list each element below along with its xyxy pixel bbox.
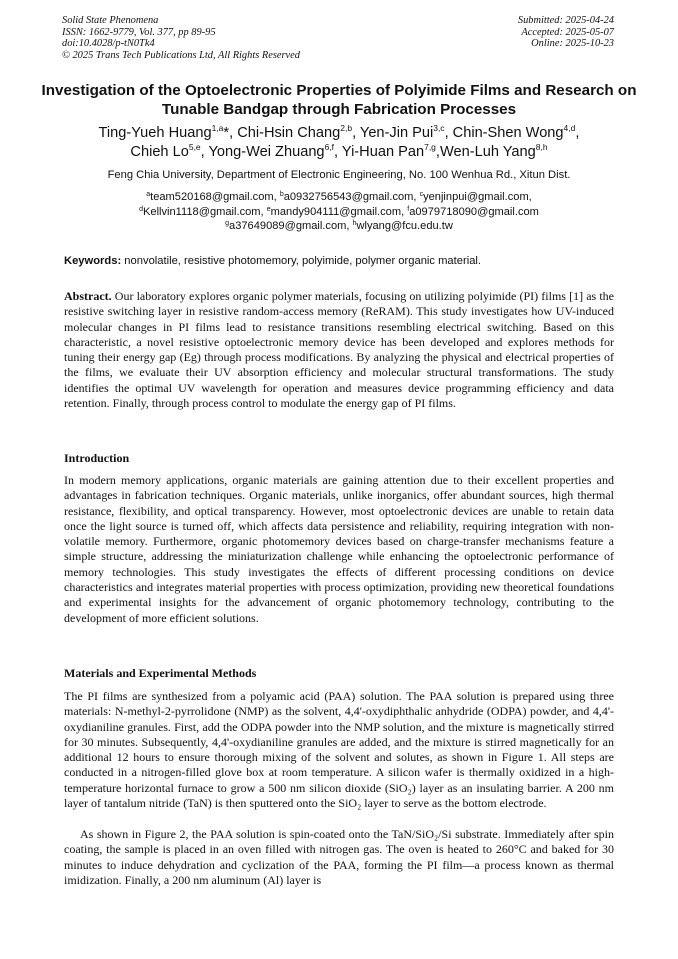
- materials-paragraph-2: As shown in Figure 2, the PAA solution is spin-coated onto the TaN/SiO₂/Si substrate. Immediately after spin coating, the sample is placed in an oven filled with nitrogen gas. The oven is heated to 260°C and baked for 30 minutes to induce dehydration and cyclization of the PAA, forming the PI film—a process known as thermal imidization. Finally, a 200 nm aluminum (Al) layer is: [64, 827, 614, 887]
- introduction-heading: Introduction: [64, 451, 130, 465]
- author: Chi-Hsin Chang$^{2,b}$,: [237, 123, 360, 141]
- email: $^h$wlyang@fcu.edu.tw: [352, 220, 453, 232]
- author: Ting-Yueh Huang$^{1,a}$*,: [98, 123, 238, 141]
- copyright: © 2025 Trans Tech Publications Ltd, All Rights Reserved: [62, 49, 300, 61]
- email: $^a$team520168@gmail.com,: [146, 191, 280, 203]
- issn: ISSN: 1662-9779, Vol. 377, pp 89-95: [62, 26, 216, 38]
- online-date: Online: 2025-10-23: [531, 38, 614, 50]
- author: Wen-Luh Yang$^{8,h}$: [439, 142, 548, 160]
- materials-heading: Materials and Experimental Methods: [64, 666, 257, 680]
- keywords-label: Keywords:: [64, 255, 122, 267]
- keywords-text: nonvolatile, resistive photomemory, polyimide, polymer organic material.: [121, 255, 482, 267]
- journal-info: [62, 15, 300, 61]
- email-list: [30, 190, 648, 234]
- introduction-text: In modern memory applications, organic materials are gaining attention due to their excellent properties and advantages in fabrication techniques. Organic materials, unlike inorganics, offer abundant sources, high thermal resistance, flexibility, and optical transparency. However, most optoelectronic devices are unable to retain data once the light source is turned off, which affects data persistence and reliability, requiring integration with non-volatile memory. Furthermore, organic photomemory devices based on charge-transfer mechanisms feature a simple structure, addressing the miniaturization challenge while enhancing the optoelectronic performance of memory technologies. This study investigates the effects of different processing conditions on device characteristics and integrates material properties with process optimization, providing new theoretical foundations and experimental insights for the advancement of organic photomemory technology, contributing to the development of more efficient solutions.: [64, 473, 614, 625]
- keywords: [64, 254, 614, 268]
- abstract-label: Abstract.: [64, 289, 112, 303]
- accepted-date: Accepted: 2025-05-07: [521, 26, 614, 38]
- abstract: [64, 289, 614, 411]
- email: $^d$Kellvin1118@gmail.com,: [139, 205, 267, 218]
- materials-paragraph-1: The PI films are synthesized from a polyamic acid (PAA) solution. The PAA solution is prepared using three materials: N-methyl-2-pyrrolidone (NMP) as the solvent, 4,4'-oxydiphthalic anhydride (ODPA) powder, and 4,4'-oxydianiline granules. First, add the ODPA powder into the NMP solution, and the mixture is magnetically stirred for 30 minutes. Subsequently, 4,4'-oxydianiline granules are added, and the mixture is stirred magnetically for an additional 12 hours to ensure thorough mixing of the solvent and solutes, as shown in Figure 1. All steps are conducted in a nitrogen-filled glove box at room temperature. A silicon wafer is thermally oxidized in a high-temperature horizontal furnace to grow a 500 nm silicon dioxide (SiO₂) layer as an insulating barrier. A 200 nm layer of tantalum nitride (TaN) is then sputtered onto the SiO₂ layer to serve as the bottom electrode.: [64, 689, 614, 811]
- submitted-date: Submitted: 2025-04-24: [517, 15, 614, 26]
- email: $^g$a37649089@gmail.com,: [225, 220, 353, 232]
- author-list: [30, 124, 648, 162]
- journal-name: Solid State Phenomena: [62, 15, 159, 26]
- email: $^b$a0932756543@gmail.com,: [279, 191, 420, 203]
- email: $^e$mandy904111@gmail.com,: [266, 205, 408, 218]
- publication-dates: [518, 15, 614, 50]
- doi: doi:10.4028/p-tN0Tk4: [62, 38, 155, 50]
- email: $^f$a0979718090@gmail.com: [407, 205, 539, 218]
- author: Yong-Wei Zhuang$^{6,f}$,: [208, 142, 342, 160]
- author: Yen-Jin Pui$^{3,c}$,: [359, 123, 453, 141]
- author: Chieh Lo$^{5,e}$,: [130, 142, 209, 160]
- paper-title: Investigation of the Optoelectronic Properties of Polyimide Films and Research on Tunable Bandgap through Fabrication Processes: [41, 82, 637, 118]
- abstract-text: Our laboratory explores organic polymer materials, focusing on utilizing polyimide (PI) films [1] as the resistive switching layer in resistive random-access memory (ReRAM). This study investigates how UV-induced molecular changes in PI films lead to resistance transitions resembling electrical switching. Based on this characteristic, a novel resistive optoelectronic memory device has been developed and explores methods for tuning their energy gap (Eg) through process modifications. By analyzing the physical and electrical properties of the films, we evaluate their UV absorption efficiency and molecular structural transformations. The study identifies the optimal UV wavelength for operation and measures device programming efficiency and data retention. Finally, through process control to modulate the energy gap of PI films.: [64, 289, 614, 411]
- affiliation: Feng Chia University, Department of Electronic Engineering, No. 100 Wenhua Rd., Xitun Dist.: [107, 169, 571, 181]
- author: Chin-Shen Wong$^{4,d}$,: [452, 123, 580, 141]
- author: Yi-Huan Pan$^{7,g}$,: [341, 142, 440, 160]
- email: $^c$yenjinpui@gmail.com,: [419, 191, 532, 203]
